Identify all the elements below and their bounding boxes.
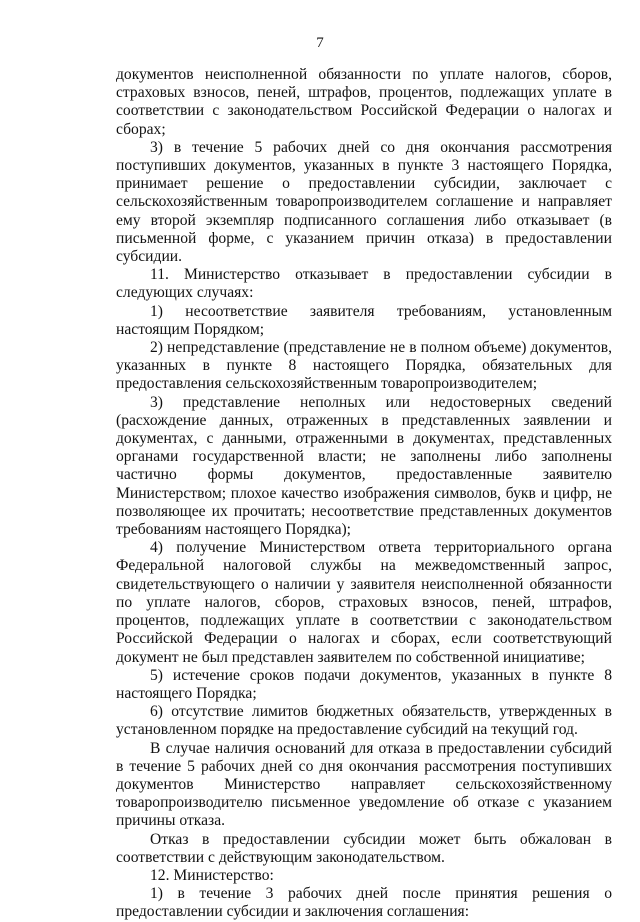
page-number: 7 (316, 35, 324, 51)
paragraph-refusal-3: 3) представление неполных или недостоверных сведений (расхождение данных, отраженных в представленных заявлении и документах, с данными, отраженными в документах, представленных органами государственной власти; не заполнены либо заполнены частично формы документов, предоставленные заявителю Министерством; плохое качество изображения символов, букв и цифр, не позволяющее их прочитать; несоответствие представленных документов требованиям настоящего Порядка); (116, 393, 612, 539)
paragraph-clause-12-item-1: 1) в течение 3 рабочих дней после принятия решения о предоставлении субсидии и заключения соглашения: (116, 885, 612, 921)
paragraph-refusal-2: 2) непредставление (представление не в полном объеме) документов, указанных в пункте 8 настоящего Порядка, обязательных для предоставления сельскохозяйственным товаропроизводителем; (116, 339, 612, 393)
paragraph-refusal-1: 1) несоответствие заявителя требованиям, установленным настоящим Порядком; (116, 302, 612, 338)
paragraph-continuation: документов неисполненной обязанности по уплате налогов, сборов, страховых взносов, пеней, штрафов, процентов, подлежащих уплате в соответствии с законодательством Российской Федерации о налогах и сборах; (116, 66, 612, 138)
paragraph-clause-11: 11. Министерство отказывает в предоставлении субсидии в следующих случаях: (116, 266, 612, 302)
paragraph-item-3-decision: 3) в течение 5 рабочих дней со дня окончания рассмотрения поступивших документов, указанных в пункте 3 настоящего Порядка, принимает решение о предоставлении субсидии, заключает с сельскохозяйственным товаропроизводителем соглашение и направляет ему второй экземпляр подписанного соглашения либо отказывает (в письменной форме, с указанием причин отказа) в предоставлении субсидии. (116, 138, 612, 266)
paragraph-refusal-4: 4) получение Министерством ответа территориального органа Федеральной налоговой службы на межведомственный запрос, свидетельствующего о наличии у заявителя неисполненной обязанности по уплате налогов, сборов, страховых взносов, пеней, штрафов, процентов, подлежащих уплате в соответствии с законодательством Российской Федерации о налогах и сборах, если соответствующий документ не был представлен заявителем по собственной инициативе; (116, 539, 612, 666)
document-body (116, 66, 612, 922)
paragraph-refusal-6: 6) отсутствие лимитов бюджетных обязательств, утвержденных в установленном порядке на предоставление субсидий на текущий год. (116, 703, 612, 739)
paragraph-clause-12: 12. Министерство: (150, 866, 274, 884)
paragraph-appeal: Отказ в предоставлении субсидии может быть обжалован в соответствии с действующим законодательством. (116, 830, 612, 866)
paragraph-refusal-5: 5) истечение сроков подачи документов, указанных в пункте 8 настоящего Порядка; (116, 666, 612, 702)
paragraph-refusal-notice: В случае наличия оснований для отказа в предоставлении субсидий в течение 5 рабочих дней со дня окончания рассмотрения поступивших документов Министерство направляет сельскохозяйственному товаропроизводителю письменное уведомление об отказе с указанием причины отказа. (116, 739, 612, 830)
